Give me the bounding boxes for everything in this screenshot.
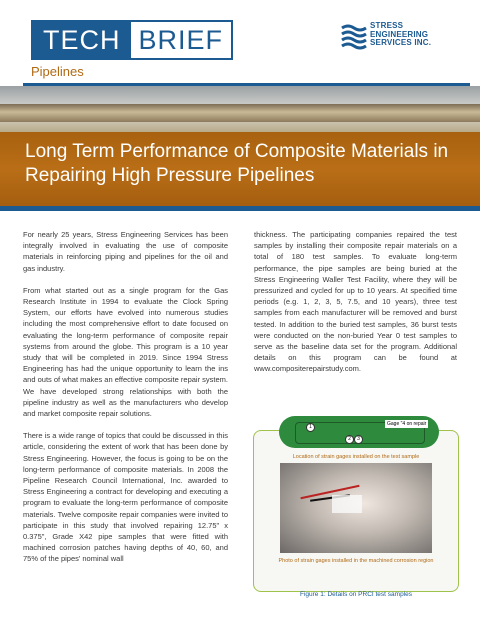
- logo-line-1: STRESS: [370, 21, 404, 30]
- column-right: [254, 229, 457, 386]
- logo-line-3: SERVICES INC.: [370, 38, 432, 47]
- gage-marker: 2: [345, 435, 354, 444]
- figure-caption: Figure 1: Details on PRCI test samples: [300, 591, 412, 598]
- tech-label: TECH: [33, 22, 131, 58]
- brief-label: BRIEF: [138, 25, 224, 55]
- tech-brief-logo: [31, 20, 233, 60]
- banner-divider: [0, 206, 480, 211]
- paragraph: For nearly 25 years, Stress Engineering Services has been integrally involved in evaluating the use of composite materials in reinforcing piping and pipelines for the oil and gas industry.: [23, 230, 228, 273]
- company-name: [370, 22, 431, 48]
- photo-caption: Photo of strain gages installed in the machined corrosion region: [278, 558, 434, 564]
- column-left: [23, 229, 228, 576]
- gage-patch: [332, 495, 362, 513]
- company-logo: [340, 22, 452, 52]
- paragraph: There is a wide range of topics that could be discussed in this article, considering the extent of work that has been done by Stress Engineering. However, the focus is going to be on the long-term performance of composite materials. In 2008 the Pipeline Research Council International, Inc. awarded to Stress Engineering a contract for developing and executing a program to evaluate the long-term performance of composite materials. Twelve composite repair companies were invited to participate in this study that involved repairing 12.75" x 0.375", Grade X42 pipe samples that were fitted with machined corrosion patches having depths of 40, 60, and 75% of the pipes' nominal wall: [23, 431, 228, 564]
- gage-label: Gage "4 on repair: [387, 421, 427, 427]
- article-title: Long Term Performance of Composite Materials in Repairing High Pressure Pipelines: [25, 141, 449, 186]
- pipe-image: [0, 104, 480, 122]
- gage-marker: 1: [306, 423, 315, 432]
- gage-marker: 3: [354, 435, 363, 444]
- strain-gage-photo: [280, 463, 432, 553]
- paragraph: thickness. The participating companies repaired the test samples by installing their composite repair materials on a total of 180 test samples. To evaluate long-term performance, the pipe samples are being buried at the Stress Engineering Waller Test Facility, where they will be pressurized and cycled for up to 10 years. At specified time periods (e.g. 1, 2, 3, 5, 7.5, and 10 years), three test samples from each manufacturer will be removed and burst tested. In addition to the buried test samples, 36 burst tests were conducted on the non-buried Year 0 test samples to serve as the baseline data set for the program. Additional details on this program can be found at www.compositerepairstudy.com.: [254, 230, 457, 374]
- section-label: Pipelines: [31, 64, 84, 79]
- diagram-caption: Location of strain gages installed on the test sample: [292, 454, 420, 460]
- stress-engineering-logo-icon: [340, 22, 368, 52]
- logo-line-2: ENGINEERING: [370, 29, 429, 39]
- paragraph: From what started out as a single program for the Gas Research Institute in 1994 to evaluate the Clock Spring System, our efforts have evolved into numerous studies including the most comprehensive effort to date focused on evaluating the long-term performance of composite repair systems from around the globe. This program is a 10 year study that will be completed in 2019. Since 1994 Stress Engineering has had the unique opportunity to learn the ins and outs of what makes an effective composite repair system. We have developed strong relationships with both the pipeline industry as well as the manufacturers who develop and market composite repair solutions.: [23, 285, 228, 419]
- pipeline-photo: [0, 86, 480, 132]
